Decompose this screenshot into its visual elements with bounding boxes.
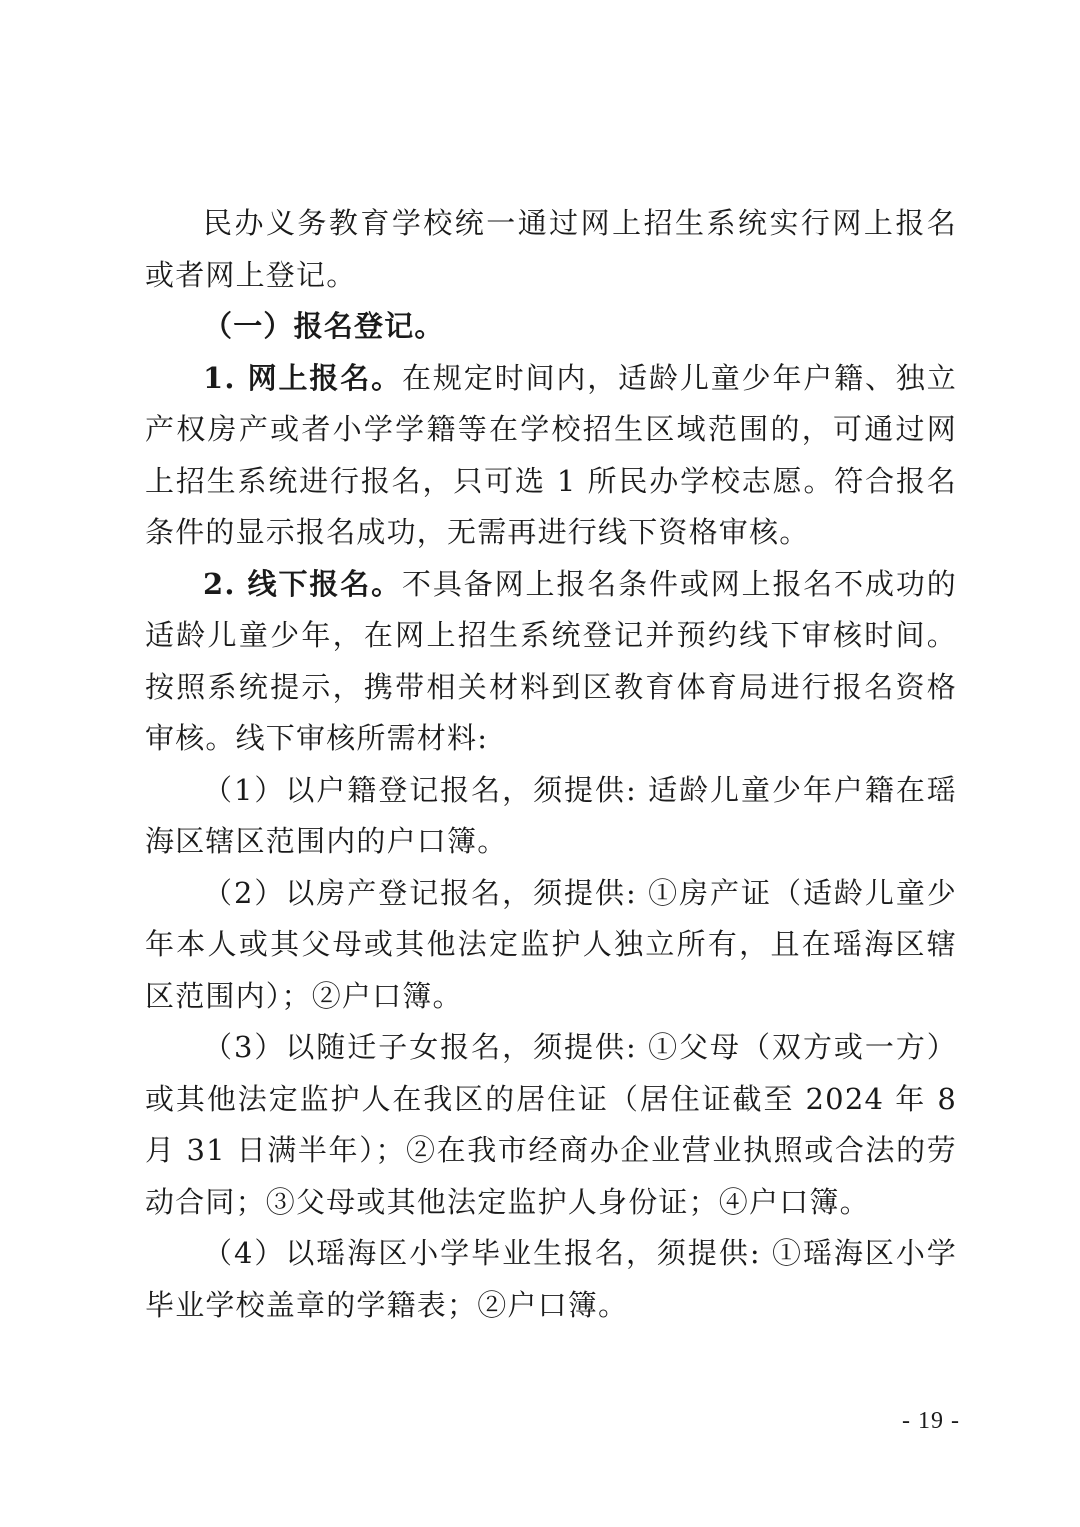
paragraph-online-registration [145,353,957,559]
paragraph-item-1 [145,765,957,868]
paragraph-item-2 [145,868,957,1023]
paragraph-intro [145,198,957,301]
paragraph-item-4 [145,1228,957,1331]
online-registration-text: 在规定时间内，适龄儿童少年户籍、独立产权房产或者小学学籍等在学校招生区域范围的，可通过网上招生系统进行报名，只可选 1 所民办学校志愿。符合报名条件的显示报名成功，无需再进行线下资格审核。 [145,360,957,549]
offline-registration-text: 不具备网上报名条件或网上报名不成功的适龄儿童少年，在网上招生系统登记并预约线下审核时间。按照系统提示，携带相关材料到区教育体育局进行报名资格审核。线下审核所需材料: [145,566,957,755]
document-body [145,198,957,1331]
online-registration-lead: 1. 网上报名。 [203,360,402,395]
item-4-text: （4）以瑶海区小学毕业生报名，须提供: ①瑶海区小学毕业学校盖章的学籍表；②户口簿。 [145,1236,957,1322]
offline-registration-lead: 2. 线下报名。 [203,566,402,601]
page-number: - 19 - [902,1408,960,1434]
item-2-text: （2）以房产登记报名，须提供: ①房产证（适龄儿童少年本人或其父母或其他法定监护人独立所有，且在瑶海区辖区范围内）；②户口簿。 [145,875,957,1013]
paragraph-item-3 [145,1022,957,1228]
paragraph-offline-registration [145,559,957,765]
item-1-text: （1）以户籍登记报名，须提供: 适龄儿童少年户籍在瑶海区辖区范围内的户口簿。 [145,772,957,858]
item-3-text: （3）以随迁子女报名，须提供: ①父母（双方或一方）或其他法定监护人在我区的居住证（居住证截至 2024 年 8 月 31 日满半年）；②在我市经商办企业营业执照或合法的劳动合同；③父母或其他法定监护人身份证；④户口簿。 [145,1030,957,1219]
section-heading-registration [145,301,957,353]
paragraph-intro-text: 民办义务教育学校统一通过网上招生系统实行网上报名或者网上登记。 [145,206,957,292]
section-heading-text: （一）报名登记。 [203,309,445,343]
